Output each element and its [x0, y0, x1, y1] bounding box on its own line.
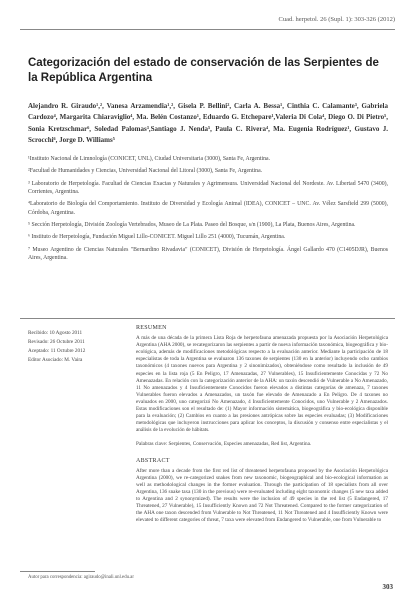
header-rule — [20, 29, 395, 30]
affiliation: ⁴Laboratorio de Biología del Comportamiento. Instituto de Diversidad y Ecología Animal (IDEA), CONICET – UNC. Av. Vélez Sarsfield 299 (5000), Córdoba, Argentina. — [28, 201, 388, 216]
affiliations — [28, 155, 388, 266]
received-date: Recibido: 10 Agosto 2011 — [28, 330, 83, 336]
journal-header: Cuad. herpetol. 26 (Supl. 1): 303-326 (2012) — [278, 16, 395, 23]
associate-editor: Editor Asociado: M. Vaira — [28, 357, 83, 363]
article-title: Categorización del estado de conservación de las Serpientes de la República Argentina — [28, 57, 379, 84]
footnote-rule — [20, 571, 95, 572]
page-number: 303 — [382, 583, 393, 591]
affiliation: ²Facultad de Humanidades y Ciencias, Universidad Nacional del Litoral (3000), Santa Fe, Argentina. — [28, 168, 263, 175]
section-rule — [20, 318, 395, 319]
affiliation: ⁵ Sección Herpetología, División Zoología Vertebrados, Museo de La Plata. Paseo del Bosque, s/n (1900), La Plata, Buenos Aires, Argentina. — [28, 221, 356, 228]
affiliation: ¹Instituto Nacional de Limnología (CONICET, UNL), Ciudad Universitaria (3000), Santa Fe, Argentina. — [28, 156, 271, 162]
abstract-heading: ABSTRACT — [136, 457, 170, 464]
corresponding-author-footnote: Autor para correspondencia: agiraudo@inali.unl.edu.ar — [28, 575, 134, 580]
resumen-heading: RESUMEN — [136, 325, 167, 331]
affiliation: ³ Laboratorio de Herpetología. Facultad de Ciencias Exactas y Naturales y Agrimensura. Universidad Nacional del Nordeste. Av. Libertad 5470 (3400), Corrientes, Argentina. — [28, 180, 388, 195]
accepted-date: Aceptado: 11 Octubre 2012 — [28, 348, 86, 354]
affiliation: ⁶ Instituto de Herpetología, Fundación Miguel Lillo-CONICET. Miguel Lillo 251 (4000), Tucumán, Argentina. — [28, 234, 286, 241]
resumen-text: A más de una década de la primera Lista Roja de herpetofauna amenazada propuesta por la Asociación Herpetológica Argentina (AHA 2000), se recategorizaron las serpientes a partir de nueva información taxonómica, biogeográfica y bio-ecológica, además de modificaciones metodológicas respecto a la evaluación anterior. Mediante la participación de 18 especialistas de toda la Argentina se evaluaron 136 taxones de serpientes (130 en la anterior) incluyendo ocho cambios taxonómicos (4 taxones nuevos para Argentina y 2 sinonimizados), obteniéndose como resultado la inclusión de 49 especies en la lista roja (5 En Peligro, 17 Amenazadas, 27 Vulnerables), 15 Insuficientemente Conocidas y 72 No Amenazadas. En relación con la categorización anterior de la AHA: un taxón descendió de Vulnerable a No Amenazado, 11 No amenazados y 4 Insuficientemente Conocidos fueron elevados a distintas categorías de amenaza, 7 taxones Vulnerables fueron elevados a Amenazados, un taxón fue elevado de Amenazado a En Peligro. De 4 taxones no evaluados en 2000, uno categorizó No Amenazado, 4 Insuficientemente Conocidos, uno Vulnerable y 2 Amenazados. Estas modificaciones son el resultado de: (1) Mayor información sistemática, biogeográfica y bio-ecológica disponible para la evaluación; (2) Cambios en cuanto a las presiones antrópicas sobre las especies evaluadas; (3) Modificaciones metodológicas que incluyeron instrucciones para aplicar los conceptos, la discusión y consenso entre especialistas y el análisis de la evolución de hábitats. — [136, 335, 388, 434]
submission-dates — [28, 329, 128, 365]
abstract-text: After more than a decade from the first red list of threatened herpetofauna proposed by the Asociación Herpetológica Argentina (2000), we re-categorized snakes from new taxonomic, biogeographical and bio-ecological information as well as methodological changes in the former evaluation. Through the participation of 18 specialists from all over Argentina, 136 snake taxa (130 in the previous) were re-evaluated including eight taxonomic changes (5 new taxa added to Argentina and 2 synonymized). The results were the inclusion of 49 species in the red list (5 Endangered, 17 Threatened, 27 Vulnerable), 15 Insufficiently Known and 72 Not Threatened. Compared to the former categorization of the AHA one taxon descended from Vulnerable to Not Threatened, 11 Not Threatened and 4 Insufficiently Known were elevated to different categories of threat, 7 taxa were elevated from Endangered to Vulnerable, one from Vulnerable to — [136, 467, 388, 524]
keywords: Palabras clave: Serpientes, Conservación, Especies amenazadas, Red list, Argentina. — [136, 441, 312, 448]
revised-date: Revisado: 26 Octubre 2011 — [28, 339, 85, 345]
affiliation: ⁷ Museo Argentino de Ciencias Naturales "Bernardino Rivadavia" (CONICET), División de Herpetología. Ángel Gallardo 470 (C1405DJR), Buenos Aires, Argentina. — [28, 246, 388, 261]
author-list: Alejandro R. Giraudo¹,², Vanesa Arzamendia¹,², Gisela P. Bellini², Carla A. Bessa¹, Cinthia C. Calamante³, Gabriela Cardozo⁴, Margarita Chiaraviglio⁴, Ma. Belén Costanzo¹, Eduardo G. Etchepare¹,Valeria Di Cola⁴, Diego O. Di Pietro⁵, Sonia Kretzschmar⁶, Soledad Palomas³,Santiago J. Nenda⁵, Paula C. Rivera⁴, Ma. Eugenia Rodríguez¹, Gustavo J. Scrocchi⁶, Jorge D. Williams⁵ — [28, 102, 388, 144]
abstract-section — [136, 325, 388, 524]
